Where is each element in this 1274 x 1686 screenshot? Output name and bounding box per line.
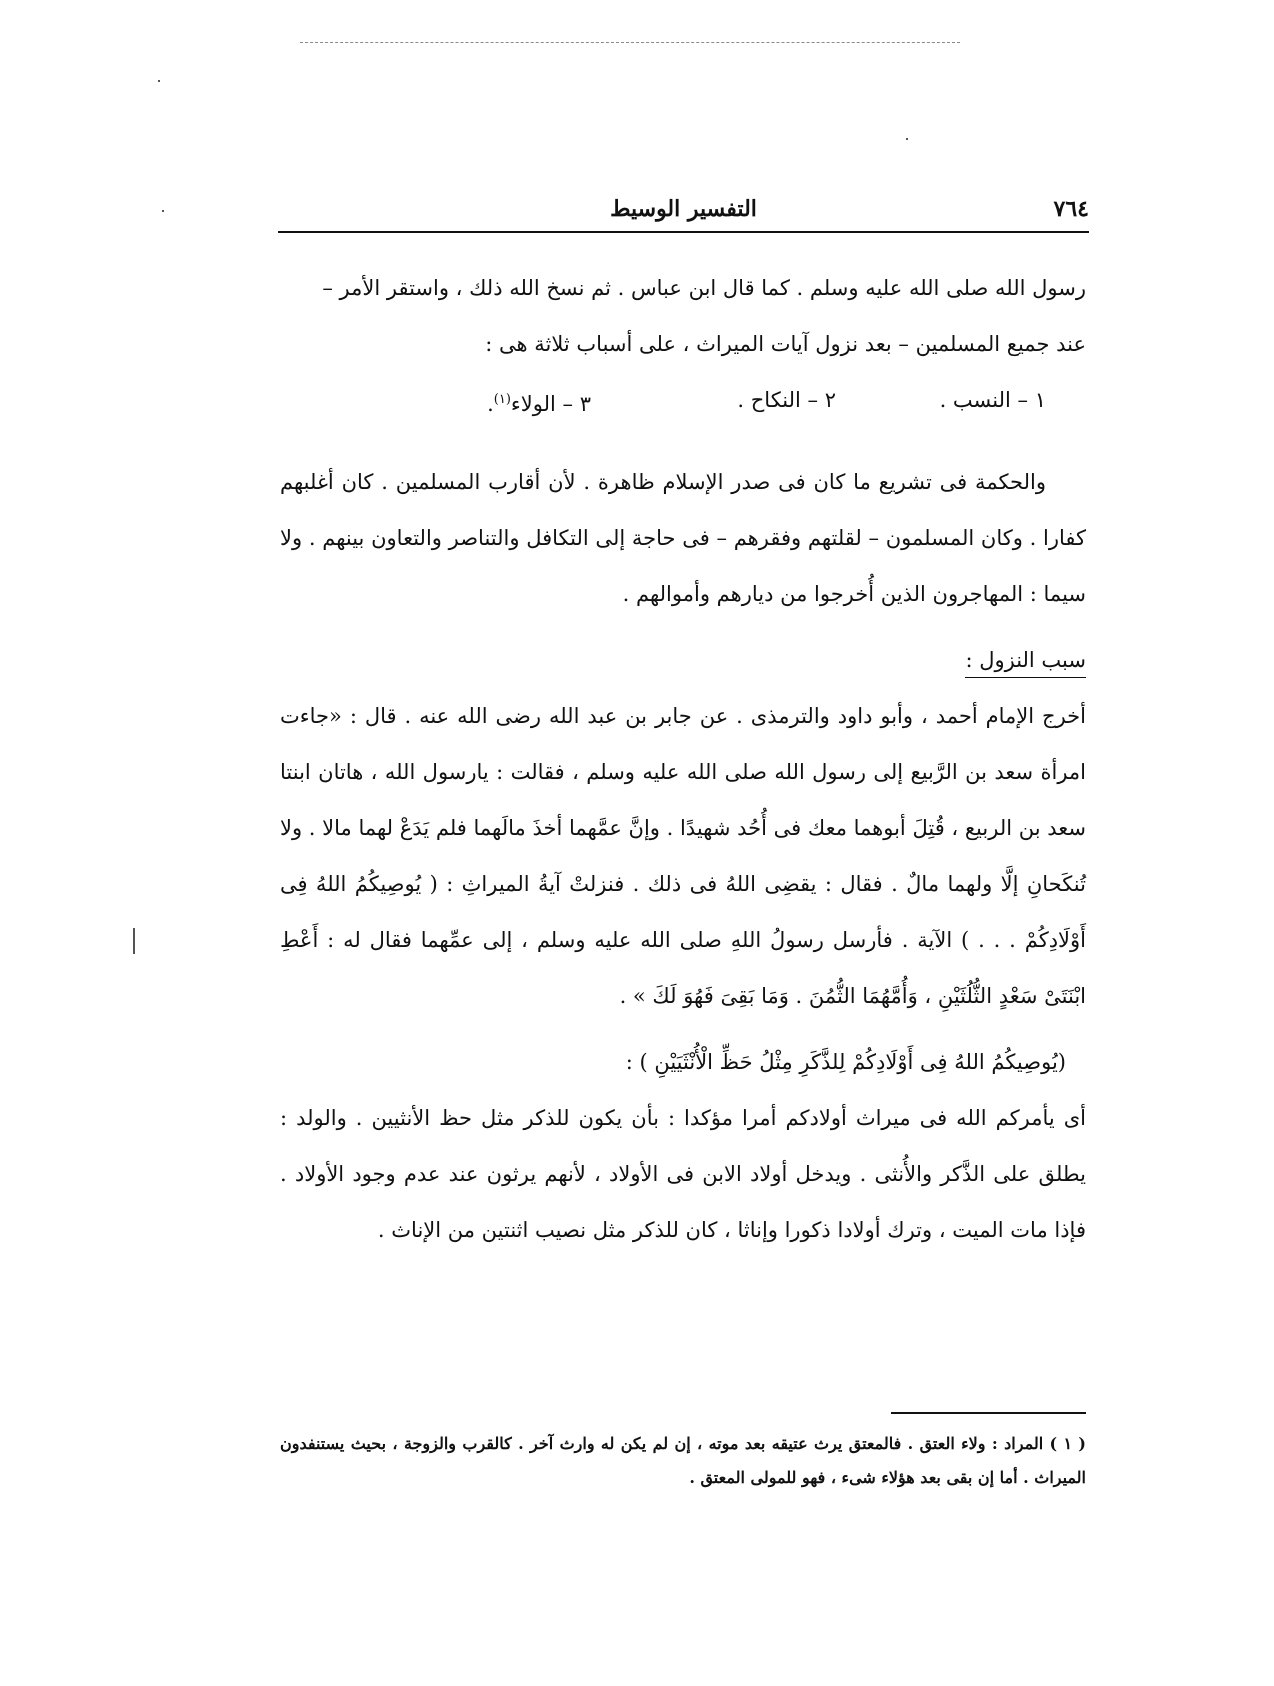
running-title: التفسير الوسيط (610, 196, 757, 222)
inheritance-causes-list (280, 372, 1086, 432)
text-line-2: عند جميع المسلمين – بعد نزول آيات الميراث ، على أسباب ثلاثة هى : (485, 332, 1086, 356)
text-line-1: رسول الله صلى الله عليه وسلم . كما قال ابن عباس . ثم نسخ الله ذلك ، واستقر الأمر – (322, 276, 1086, 300)
scan-speck (162, 210, 164, 212)
scan-speck (906, 138, 908, 140)
cause-item-lineage: ١ – النسب . (939, 388, 1046, 412)
page-header (278, 192, 1089, 232)
hadith-paragraph: أخرج الإمام أحمد ، وأبو داود والترمذى . عن جابر بن عبد الله رضى الله عنه . قال : «جاءت امرأة سعد بن الرَّبيع إلى رسول الله صلى الله عليه وسلم ، فقالت : يارسول الله ، هاتان ابنتا سعد بن الربيع ، قُتِلَ أبوهما معك فى أُحُد شهيدًا . وإنَّ عمَّهما أخذَ مالَهما فلم يَدَعْ لهما مالا . ولا تُنكَحانِ إلَّا ولهما مالٌ . فقال : يقضِى اللهُ فى ذلك . فنزلتْ آيةُ الميراثِ : ( يُوصِيكُمُ اللهُ فِى أَوْلَادِكُمْ . . . ) الآية . فأرسل رسولُ اللهِ صلى الله عليه وسلم ، إلى عمِّهما فقال له : أَعْطِ ابْنَتَىْ سَعْدٍ الثُّلُثَيْنِ ، وَأُمَّهُمَا الثُّمُنَ . وَمَا بَقِىَ فَهُوَ لَكَ » . (280, 704, 1086, 1008)
section-heading-cause-of-revelation: سبب النزول : (965, 643, 1086, 678)
explanation-paragraph: أى يأمركم الله فى ميراث أولادكم أمرا مؤكدا : بأن يكون للذكر مثل حظ الأنثيين . والولد : يطلق على الذَّكر والأُنثى . ويدخل أولاد الابن فى الأولاد ، لأنهم يرثون عند عدم وجود الأولاد . فإذا مات الميت ، وترك أولادا ذكورا وإناثا ، كان للذكر مثل نصيب اثنتين من الإناث . (280, 1106, 1086, 1242)
wisdom-paragraph: والحكمة فى تشريع ما كان فى صدر الإسلام ظاهرة . لأن أقارب المسلمين . كان أغلبهم كفارا . وكان المسلمون – لقلتهم وفقرهم – فى حاجة إلى التكافل والتناصر والتعاون بينهم . ولا سيما : المهاجرون الذين أُخرجوا من ديارهم وأموالهم . (280, 470, 1086, 606)
page-number: ٧٦٤ (1053, 196, 1089, 222)
cause-item-marriage: ٢ – النكاح . (737, 388, 836, 412)
cause-item-patronage: ٣ – الولاء$^{(١)}$. (487, 392, 591, 416)
scan-speck (133, 928, 135, 954)
main-text (280, 260, 1086, 1258)
header-rule (278, 231, 1089, 233)
scan-top-dashed-rule (300, 42, 960, 43)
verse-heading: (يُوصِيكُمُ اللهُ فِى أَوْلَادِكُمْ لِلذَّكَرِ مِثْلُ حَظِّ الْأُنْثَيَيْنِ ) : (625, 1050, 1066, 1074)
footnotes (280, 1427, 1086, 1495)
scan-speck (158, 80, 160, 82)
footnote-rule (891, 1412, 1086, 1414)
footnote-marker: (١) (493, 392, 511, 407)
footnote-1: ( ١ ) المراد : ولاء العتق . فالمعتق يرث عتيقه بعد موته ، إن لم يكن له وارث آخر . كالقرب والزوجة ، بحيث يستنفدون الميراث . أما إن بقى بعد هؤلاء شىء ، فهو للمولى المعتق . (280, 1434, 1087, 1487)
